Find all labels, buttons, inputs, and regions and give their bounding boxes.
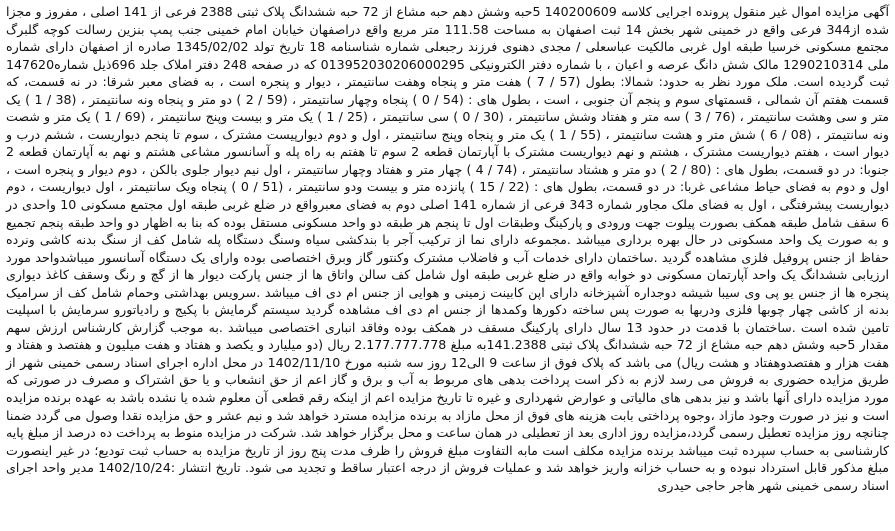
notice-body-text: آگهی مزایده اموال غیر منقول پرونده اجرایی کلاسه 140200609 5حبه وشش دهم حبه مشاع از 72 حبه ششدانگ پلاک ثبتی 2388 فرعی از 141 اصلی ، مفروز و مجزا شده از344 فرعی واقع در خمینی شهر بخش 14 ثبت اصفهان به مساحت 111.58 متر مربع واقع دراصفهان خیابان امام خمینی جنب پمپ بنزین رسالت کوچه گلبرگ مجتمع مسکونی خرسیا طبقه اول غربی مالکیت عباسعلی / مجدی دهنوی فرزند رجبعلی شماره شناسنامه 18 تاریخ تولد 1345/02/02 صادره از اصفهان دارای شماره ملی 1290210314 مالک شش دانگ عرصه و اعیان ، با شماره دفتر الکترونیکی 013952030206000295 که در صفحه 248 دفتر املاک جلد 696ذیل شماره147620 ثبت گردیده است. ملک مورد نظر به حدود: شمالا: بطول (57 / 7 ) هفت متر و پنجاه وهفت سانتیمتر ، دیوار و پنجره است ، به فضای معبر شرقا: در نه قسمت، که قسمت هفتم آن شمالی ، قسمتهای سوم و پنجم آن جنوبی ، است ، بطول های : (54 / 0 ) پنجاه وچهار سانتیمتر ، (59 / 2 ) دو متر و پنجاه ونه سانتیمتر ، (38 / 1 ) یک متر و سی وهشت سانتیمتر ، (76 / 3 ) سه متر و هفتاد وشش سانتیمتر ، (30 / 0 ) سی سانتیمتر ، (25 / 1 ) یک متر و بیست وپنج سانتیمتر ، (69 / 1 ) یک متر و شصت ونه سانتیمتر ، (08 / 6 ) شش متر و هشت سانتیمتر ، (55 / 1 ) یک متر و پنجاه وپنج سانتیمتر ، اول و دوم دیوارپیست مشترک ، سوم تا پنجم دیواریست ، ششم درب و دیوار است ، هفتم دیواریست مشترک ، هشتم و نهم دیواریست مشترک با آپارتمان قطعه 2 سوم تا هفتم به راه پله و آسانسور مشاعی هشتم و نهم به آپارتمان قطعه 2 جنوبا: در دو قسمت، بطول های : (80 / 2 ) دو متر و هشتاد سانتیمتر ، (74 / 4 ) چهار متر و هفتاد وچهار سانتیمتر ، اول نیم دیوار جلوی بالکن ، دوم دیوار و پنجره است ، اول و دوم به فضای حیاط مشاعی غربا: در دو قسمت، بطول های : (22 / 15 ) پانزده متر و بیست ودو سانتیمتر ، (51 / 0 ) پنجاه ویک سانتیمتر ، اول دیواریست ، دوم دیواریست پیشرفتگی ، اول به فضای ملک مجاور شماره 343 فرعی از شماره 141 اصلی دوم به فضای معبرواقع در ضلع غربی طبقه اول مجتمع مسکونی 10 واحدی در 6 سقف شامل طبقه همکف بصورت پیلوت جهت ورودی و پارکینگ وطبقات اول تا پنجم هر طبقه دو واحد مسکونی مستقل بوده که بنا به اظهار دو واحد طبقه پنجم تجمیع و به صورت یک واحد مسکونی در حال بهره برداری میباشد .مجموعه دارای نما از ترکیب آجر با بندکشی سیاه وسنگ دستگاه پله شامل کف از سنگ بدنه کاشی ونرده حفاظ از جنس پروفیل فلزی مشاهده گردید .ساختمان دارای خدمات آب و فاضلاب مشترک وکنتور گاز وبرق اختصاصی بوده وارای یک دستگاه آسانسور میباشدواحد مورد ارزیابی ششدانگ یک واحد آپارتمان مسکونی دو خوابه واقع در ضلع غربی طبقه اول شامل کف سالن واتاق ها از جنس پارکت دیوار ها از گچ و رنگ وسقف کاغذ دیواری پنجره ها از جنس یو پی وی سیبا شیشه دوجداره آشپزخانه دارای اپن کابینت زمینی و هوایی از جنس ام دی اف میباشد .سرویس بهداشتی وحمام شامل کف از سرامیک بدنه از کاشی چهار چوبها فلزی ودربها به صورت پس ساخته دکورها وکمدها از جنس ام دی اف مشاهده گردید سیستم گرمایش با پکیج و رادیاتورو سرمایش با اسپلیت تامین شده است .ساختمان با قدمت در حدود 13 سال دارای پارکینگ مسقف در همکف بوده وفاقد انباری اختصاصی میباشد .به موجب گزارش کارشناس ارزش سهم مقدار 5حبه وشش دهم حبه مشاع از 72 حبه ششدانگ پلاک ثبتی 141.2388به مبلغ 2.177.777.778 ریال (دو میلیارد و یکصد و هفتاد و هفت میلیون و هفتصد و هفتاد و هفت هزار و هفتصدوهفتاد و هشت ریال) می باشد که پلاک فوق از ساعت 9 الی12 روز سه شنبه مورخ 1402/11/10 در محل اداره اجرای اسناد رسمی خمینی شهر از طریق مزایده حضوری به فروش می رسد لازم به ذکر است پرداخت بدهی های مربوط به آب و برق و گاز اعم از حق انشعاب و یا حق اشتراک و مصرف در صورتی که مورد مزایده دارای آنها باشد و نیز بدهی های مالیاتی و عوارض شهرداری و غیره تا تاریخ مزایده اعم از اینکه رقم قطعی آن معلوم شده یا نشده باشد به عهده برنده مزایده است و نیز در صورت وجود مازاد ،وجوه پرداختی بابت هزینه های فوق از محل مازاد به برنده مزایده مسترد خواهد شد و نیم عشر و حق مزایده نقدا وصول می گردد ضمنا چنانچه روز مزایده تعطیل رسمی گردد،مزایده روز اداری بعد از تعطیلی در همان ساعت و محل برگزار خواهد شد. شرکت در مزایده منوط به پرداخت ده درصد از مبلغ پایه کارشناسی به حساب سپرده ثبت میباشد برنده مزایده مکلف است مابه التفاوت مبلغ فروش را ظرف مدت پنج روز از تاریخ مزایده به حساب ثبت تودیع؛ در غیر اینصورت مبلغ مذکور قابل استرداد نبوده و به حساب خزانه واریز خواهد شد و عملیات فروش از درجه اعتبار ساقط و تجدید می شود. تاریخ انتشار :1402/10/24 مدیر واحد اجرای اسناد رسمی خمینی شهر هاجر حاجی حیدری <box>6 4 890 493</box>
